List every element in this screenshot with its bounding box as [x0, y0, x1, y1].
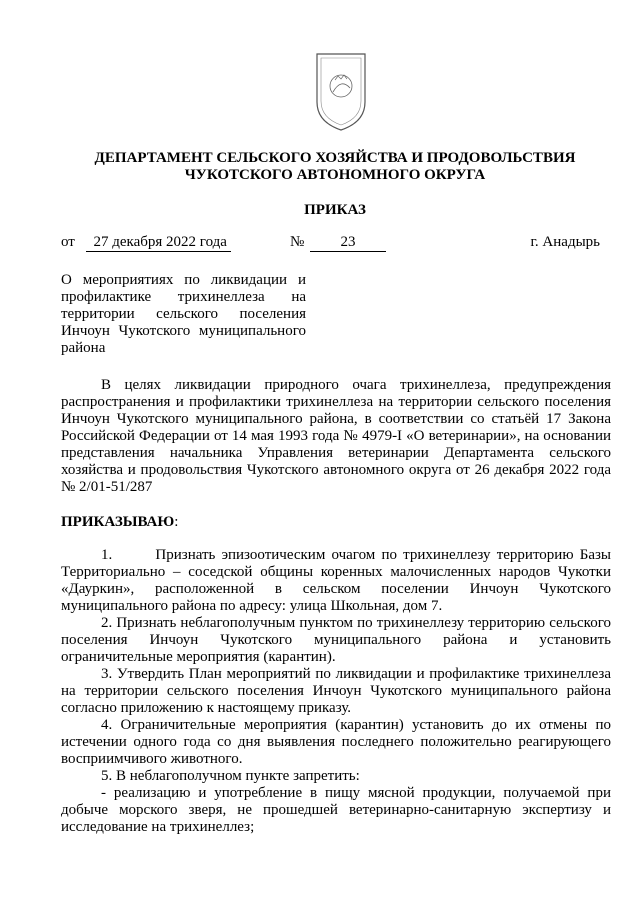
doc-type: ПРИКАЗ: [304, 202, 366, 218]
order-date: 27 декабря 2022 года: [86, 234, 231, 252]
order-meta: [0, 234, 640, 252]
order-heading: ПРИКАЗЫВАЮ:: [61, 514, 179, 530]
preamble: В целях ликвидации природного очага трихинеллеза, предупреждения распространения и профилактики трихинеллеза на территории сельского поселения Инчоун Чукотского муниципального района, в соответствии со статьёй 17 Закона Российской Федерации от 14 мая 1993 года № 4979-I «О ветеринарии», на основании представления начальника Управления ветеринарии Департамента сельского хозяйства и продовольствия Чукотского автономного округа от 26 декабря 2022 года № 2/01-51/287: [61, 377, 611, 495]
order-item-2: 2. Признать неблагополучным пунктом по трихинеллезу территорию сельского поселения Инчоун Чукотского муниципального района и установить ограничительные мероприятия (карантин).: [61, 615, 611, 665]
order-item-5: 5. В неблагополучном пункте запретить:: [101, 768, 360, 784]
order-item-4: 4. Ограничительные мероприятия (карантин) установить до их отмены по истечении одного года со дня выявления последнего положительно реагирующего восприимчивого животного.: [61, 717, 611, 767]
order-items: [61, 547, 615, 836]
department-name: [40, 150, 630, 184]
order-subject: О мероприятиях по ликвидации и профилактике трихинеллеза на территории сельского поселения Инчоун Чукотского муниципального района: [61, 272, 306, 356]
order-item-5-sub-1: - реализацию и употребление в пищу мясной продукции, получаемой при добыче морского зверя, не прошедшей ветеринарно-санитарную экспертизу и исследование на трихинеллез;: [61, 785, 611, 835]
coat-of-arms-icon: [313, 50, 369, 132]
order-item-1: 1. Признать эпизоотическим очагом по трихинеллезу территорию Базы Территориально – соседской общины коренных малочисленных народов Чукотки «Дауркин», расположенной в сельском поселении Инчоун Чукотского муниципального района по адресу: улица Школьная, дом 7.: [61, 547, 615, 614]
city: г. Анадырь: [530, 234, 600, 250]
order-item-3: 3. Утвердить План мероприятий по ликвидации и профилактике трихинеллеза на территории сельского поселения Инчоун Чукотского муниципального района согласно приложению к настоящему приказу.: [61, 666, 611, 716]
from-label: от: [61, 234, 75, 250]
department-line-1: ДЕПАРТАМЕНТ СЕЛЬСКОГО ХОЗЯЙСТВА И ПРОДОВОЛЬСТВИЯ: [94, 150, 576, 166]
number-label: №: [290, 234, 305, 250]
preamble-block: [61, 377, 611, 496]
order-number: 23: [310, 234, 386, 252]
department-line-2: ЧУКОТСКОГО АВТОНОМНОГО ОКРУГА: [184, 167, 486, 183]
